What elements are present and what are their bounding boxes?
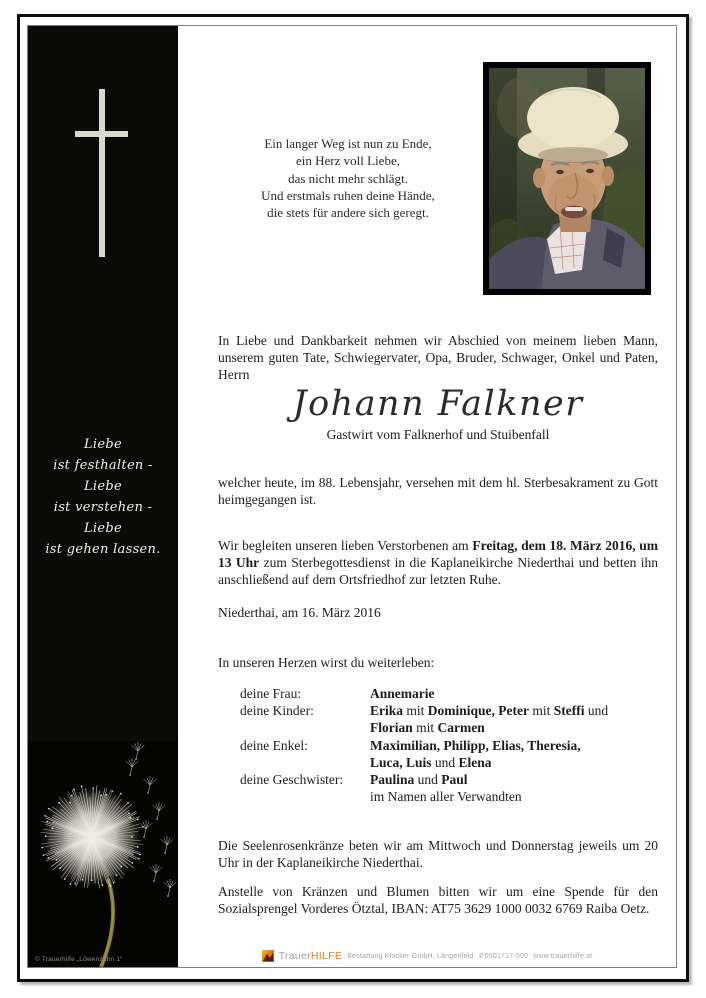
family-label: deine Enkel: bbox=[240, 737, 308, 753]
funeral-paragraph: Wir begleiten unseren lieben Verstorbenen am Freitag, dem 18. März 2016, um 13 Uhr zum Sterbegottesdienst in die Kaplaneikirche Niederthai und betten ihn anschließend auf dem Ortsfriedhof zur letzten Ruhe. bbox=[218, 538, 659, 588]
intro-paragraph: In Liebe und Dankbarkeit nehmen wir Abschied von meinem lieben Mann, unserem guten Tate, Schwiegervater, Opa, Bruder, Schwager, Onkel und Paten, Herrn bbox=[218, 333, 658, 383]
family-row bbox=[240, 685, 660, 702]
website-url: www.trauerhilfe.at bbox=[533, 952, 593, 960]
content-area bbox=[178, 26, 676, 967]
trauerhilfe-logo-icon bbox=[262, 950, 274, 962]
family-list bbox=[240, 685, 660, 805]
company-name: Bestattung Klocker GmbH, Längenfeld bbox=[347, 952, 474, 960]
passing-paragraph: welcher heute, im 88. Lebensjahr, versehen mit dem hl. Sterbesakrament zu Gott heimgegangen ist. bbox=[218, 475, 658, 508]
donation-paragraph: Anstelle von Kränzen und Blumen bitten wir um eine Spende für den Sozialsprengel Vorderes Ötztal, IBAN: AT75 3629 1000 0032 6769 Raiba Oetz. bbox=[218, 884, 658, 917]
family-label: deine Kinder: bbox=[240, 703, 314, 719]
family-row bbox=[240, 737, 660, 771]
dandelion-image bbox=[28, 741, 178, 967]
footer bbox=[178, 950, 676, 962]
deceased-subtitle: Gastwirt vom Falknerhof und Stuibenfall bbox=[326, 427, 550, 442]
card-inner-frame bbox=[27, 25, 677, 968]
family-label: deine Frau: bbox=[240, 686, 302, 701]
dateline: Niederthai, am 16. März 2016 bbox=[218, 605, 381, 620]
family-value: Annemarie bbox=[370, 686, 435, 701]
card-outer-frame bbox=[17, 14, 689, 982]
rosary-paragraph: Die Seelenrosenkränze beten wir am Mittwoch und Donnerstag jeweils um 20 Uhr in der Kaplaneikirche Niederthai. bbox=[218, 838, 658, 871]
family-value: Erika mit Dominique, Peter mit Steffi und Florian mit Carmen bbox=[370, 703, 609, 736]
top-poem: Ein langer Weg ist nun zu Ende, ein Herz voll Liebe, das nicht mehr schlägt. Und erstmals ruhen deine Hände, die stets für andere sich geregt. bbox=[261, 136, 435, 221]
deceased-name: Johann Falkner bbox=[292, 384, 584, 424]
photo-credit: © Trauerhilfe „Löwenzahn 1“ bbox=[35, 956, 123, 963]
family-value: Maximilian, Philipp, Elias, Theresia, Luca, Luis und Elena bbox=[370, 737, 581, 770]
phone-number: ✆0501717-500 bbox=[478, 953, 529, 960]
sidebar-poem: Liebe ist festhalten - Liebe ist verstehen - Liebe ist gehen lassen. bbox=[45, 437, 161, 557]
family-label: deine Geschwister: bbox=[240, 772, 344, 788]
name-block bbox=[218, 384, 658, 443]
family-row bbox=[240, 702, 660, 736]
family-row bbox=[240, 771, 660, 805]
brand-name: TrauerHILFE bbox=[278, 950, 343, 962]
remembrance-heading: In unseren Herzen wirst du weiterleben: bbox=[218, 655, 435, 670]
portrait-photo bbox=[483, 62, 651, 295]
family-value: Paulina und Paul im Namen aller Verwandten bbox=[370, 772, 522, 805]
black-sidebar bbox=[28, 26, 178, 967]
